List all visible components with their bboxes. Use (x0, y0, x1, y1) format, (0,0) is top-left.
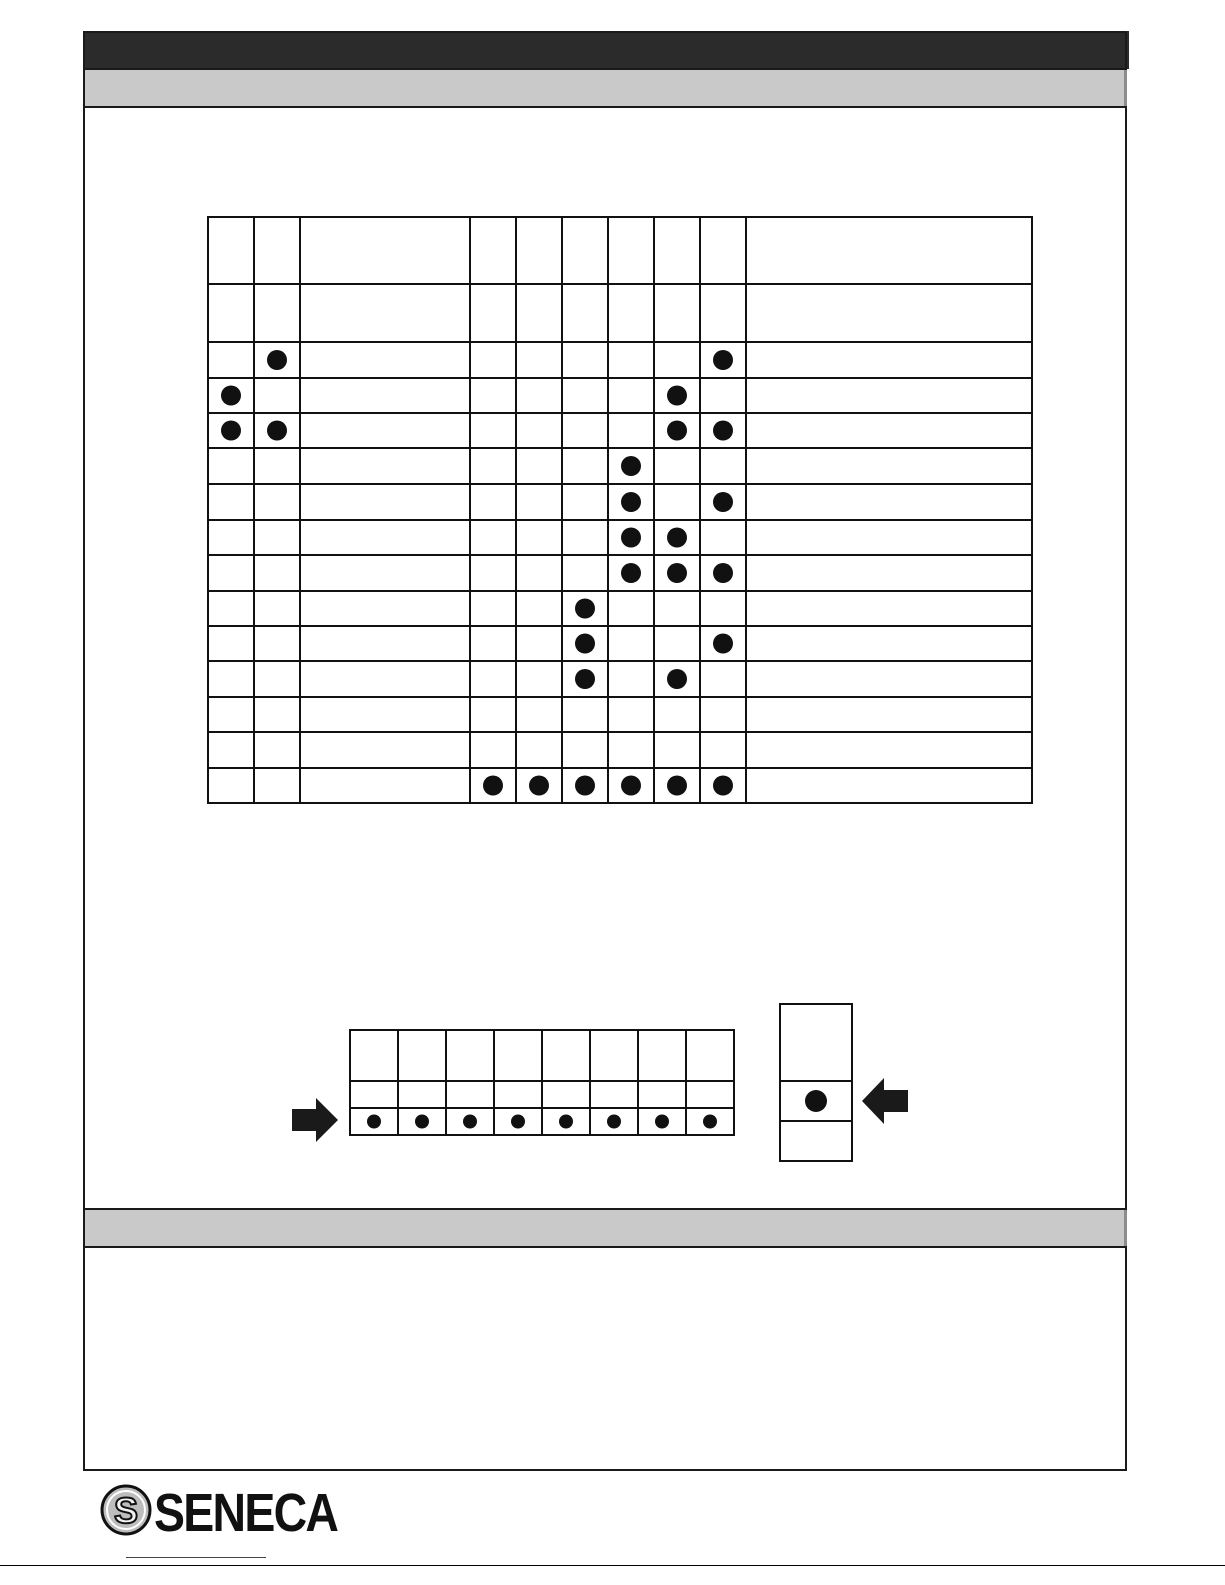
table-dot (667, 421, 687, 441)
table-dot (713, 776, 733, 796)
table-dot (667, 386, 687, 406)
table-dot (221, 421, 241, 441)
seneca-logo (100, 1483, 340, 1543)
arrow-left-icon (862, 1078, 908, 1124)
switch-dot (463, 1115, 477, 1129)
switch-dot (559, 1115, 573, 1129)
table-dot (667, 563, 687, 583)
table-dot (713, 421, 733, 441)
single-switch-dot (805, 1090, 827, 1112)
table-dot (713, 563, 733, 583)
switch-dot (511, 1115, 525, 1129)
table-dot (621, 776, 641, 796)
switch-dot (655, 1115, 669, 1129)
table-dot (667, 776, 687, 796)
table-dot (575, 669, 595, 689)
switch-dot (607, 1115, 621, 1129)
table-dot (713, 350, 733, 370)
switch-dot (415, 1115, 429, 1129)
table-dot (621, 563, 641, 583)
logo-text: SENECA (154, 1483, 338, 1543)
single-switch-border (780, 1004, 852, 1161)
footer-link-underline (126, 1557, 266, 1558)
footer-rule (0, 1565, 1225, 1566)
dip-switch-block (350, 1030, 734, 1135)
dip-settings-table (208, 217, 1032, 803)
table-dot (267, 350, 287, 370)
table-dot (621, 492, 641, 512)
table-dot (621, 456, 641, 476)
table-dot (221, 386, 241, 406)
table-dot (575, 776, 595, 796)
arrow-right-icon (292, 1098, 338, 1142)
table-dot (483, 776, 503, 796)
table-dot (575, 634, 595, 654)
table-dot (713, 634, 733, 654)
table-border (208, 217, 1032, 803)
table-dot (267, 421, 287, 441)
switch-dot (367, 1115, 381, 1129)
table-dot (667, 528, 687, 548)
table-dot (575, 599, 595, 619)
table-dot (529, 776, 549, 796)
table-dot (621, 528, 641, 548)
table-dot (713, 492, 733, 512)
logo-letter: S (113, 1490, 139, 1531)
single-switch-block (780, 1004, 852, 1161)
table-dot (667, 669, 687, 689)
seneca-logo-mark (100, 1484, 156, 1540)
switch-dot (703, 1115, 717, 1129)
